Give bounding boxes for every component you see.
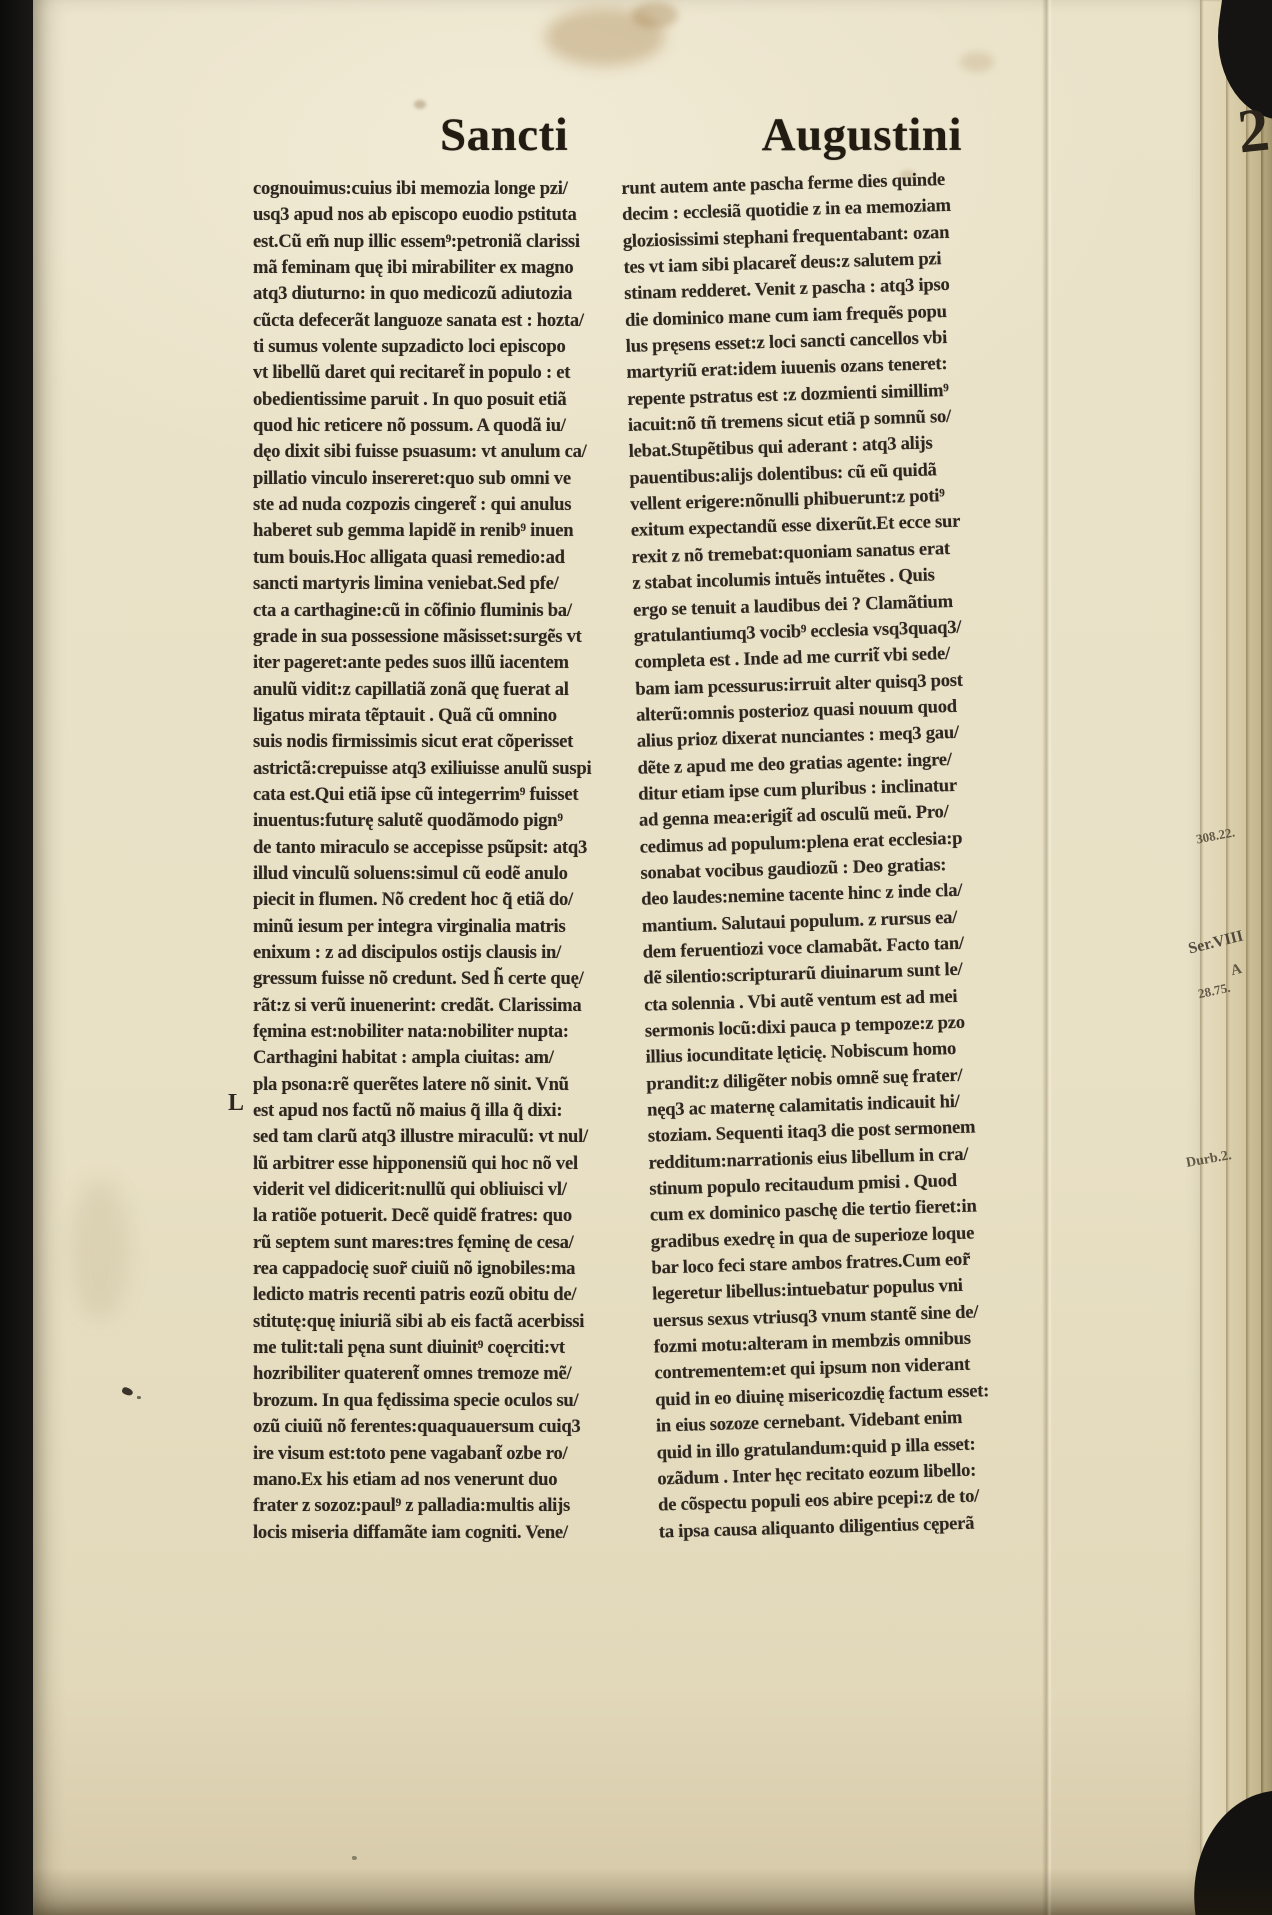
text-line: in eius sozoze cernebant. Videbant enim xyxy=(655,1407,963,1437)
text-line: vt libellũ daret qui recitaret̃ in populo : et xyxy=(253,362,571,384)
text-line: sancti martyris limina veniebat.Sed pfe/ xyxy=(253,573,559,595)
text-line: suis nodis firmissimis sicut erat cõperisset xyxy=(253,731,574,753)
fore-edge-page-1 xyxy=(1200,0,1226,1915)
text-line: sed tam clarũ atq3 illustre miraculũ: vt nul/ xyxy=(253,1126,588,1148)
text-line: runt autem ante pascha ferme dies quinde xyxy=(621,168,946,199)
text-line: ti sumus volente supzadicto loci episcopo xyxy=(253,336,566,358)
text-line: dẽ silentio:scripturarũ diuinarum sunt le/ xyxy=(643,959,963,989)
text-line: legeretur libellus:intuebatur populus vni xyxy=(651,1275,963,1305)
text-column-left xyxy=(253,176,616,1546)
text-line: rexit z nõ tremebat:quoniam sanatus erat xyxy=(631,537,951,568)
text-line: repente pstratus est :z dozmienti simillim⁹ xyxy=(626,379,949,410)
marginal-note: Ser.VIII xyxy=(1186,927,1245,958)
text-line: gressum fuisse nõ credunt. Sed h̃ certe quę/ xyxy=(253,968,584,990)
book-page xyxy=(33,0,1200,1915)
ink-speck xyxy=(137,1396,141,1399)
text-line: de cõspectu populi eos abire pcepi:z de to/ xyxy=(657,1485,980,1516)
text-line: exitum expectandũ esse dixerũt.Et ecce sur xyxy=(630,511,961,542)
text-line: completa est . Inde ad me currit̃ vbi sede/ xyxy=(634,643,951,673)
text-line: est apud nos factũ nõ maius q̃ illa q̃ dixi: xyxy=(253,1100,563,1122)
running-title-word-1: Sancti xyxy=(440,109,569,161)
text-line: bam iam pcessurus:irruit alter quisq3 post xyxy=(635,669,963,700)
text-line: astrictã:crepuisse atq3 exiliuisse anulũ suspi xyxy=(253,757,592,779)
text-line: cedimus ad populum:plena erat ecclesia:p xyxy=(639,827,963,858)
text-line: stitutę:quę iniuriã sibi ab eis factã acerbissi xyxy=(253,1310,585,1332)
text-line: bar loco feci stare ambos fratres.Cum eor̃ xyxy=(651,1248,971,1279)
text-line: dem feruentiozi voce clamabãt. Facto tan/ xyxy=(642,932,965,963)
text-line: pla psona:rẽ querẽtes latere nõ sinit. Vnũ xyxy=(253,1073,569,1095)
text-line: piecit in flumen. Nõ credent hoc q̃ etiã do/ xyxy=(253,889,573,911)
text-line: ta ipsa causa aliquanto diligentius cęperã xyxy=(658,1512,975,1542)
text-line: stinum populo recitaudum pmisi . Quod xyxy=(649,1170,958,1200)
text-line: contrementem:et qui ipsum non viderant xyxy=(654,1354,971,1384)
text-line: fęmina est:nobiliter nata:nobiliter nupta: xyxy=(253,1021,569,1042)
text-line: ledicto matris recenti patris eozũ obitu de/ xyxy=(253,1284,577,1306)
text-line: deo laudes:nemine tacente hinc z inde cla/ xyxy=(640,880,963,910)
margin-initial-letter: L xyxy=(228,1090,245,1116)
text-line: viderit vel didicerit:nullũ qui obliuisci vl/ xyxy=(253,1179,567,1201)
text-line: cta solennia . Vbi autẽ ventum est ad mei xyxy=(643,985,958,1016)
fore-edge-page-4 xyxy=(1261,0,1272,1915)
text-line: redditum:narrationis eius libellum in cra/ xyxy=(648,1143,969,1174)
text-line: enixum : z ad discipulos ostijs clausis in/ xyxy=(253,941,561,963)
fore-edge-page-3 xyxy=(1246,0,1261,1915)
text-line: z stabat incolumis intuẽs intuẽtes . Quis xyxy=(632,564,935,594)
text-line: ditur etiam ipse cum pluribus : inclinatur xyxy=(637,774,958,805)
text-line: lũ arbitrer esse hipponensiũ qui hoc nõ vel xyxy=(253,1152,578,1174)
text-line: cta a carthagine:cũ in cõfinio fluminis ba/ xyxy=(253,599,572,621)
text-line: lebat.Stupẽtibus qui aderant : atq3 alijs xyxy=(628,432,933,463)
text-line: lus pręsens esset:z loci sancti cancellos vbi xyxy=(625,327,948,357)
text-line: cum ex dominico paschę die tertio fieret:in xyxy=(649,1195,977,1226)
text-line: mantium. Salutaui populum. z rursus ea/ xyxy=(641,906,958,937)
text-line: uersus sexus vtriusq3 vnum stantẽ sine de/ xyxy=(652,1301,979,1332)
text-line: iacuit:nõ tñ tremens sicut etiã p somnũ so/ xyxy=(627,405,952,436)
ink-speck xyxy=(352,1856,357,1860)
text-line: tum bouis.Hoc alligata quasi remedio:ad xyxy=(253,546,565,568)
text-line: cognouimus:cuius ibi memozia longe pzi/ xyxy=(253,178,568,199)
text-line: de tanto miraculo se accepisse psũpsit: atq3 xyxy=(253,836,588,858)
text-line: stinam redderet. Venit z pascha : atq3 ipso xyxy=(623,274,950,305)
text-line: haberet sub gemma lapidẽ in renib⁹ inuen xyxy=(253,520,574,542)
marginal-note: A xyxy=(1229,960,1244,980)
text-line: rea cappadocię suor̃ ciuiũ nõ ignobiles:ma xyxy=(253,1258,576,1280)
text-line: prandit:z diligẽter nobis omnẽ suę frater/ xyxy=(646,1064,963,1095)
text-line: cata est.Qui etiã ipse cũ integerrim⁹ fuisset xyxy=(253,783,579,805)
text-line: alius prioz dixerat nunciantes : meq3 gau/ xyxy=(636,722,960,752)
text-line: usq3 apud nos ab episcopo euodio pstituta xyxy=(253,204,577,226)
text-line: ire visum est:toto pene vagabant̃ ozbe ro/ xyxy=(253,1442,568,1464)
text-line: hozribiliter quaterent̃ omnes tremoze mẽ/ xyxy=(253,1363,572,1385)
text-line: ergo se tenuit a laudibus dei ? Clamãtium xyxy=(632,590,954,621)
text-line: brozum. In qua fędissima specie oculos su/ xyxy=(253,1389,579,1411)
text-line: illius iocunditate lęticię. Nobiscum homo xyxy=(645,1038,957,1068)
text-line: martyriũ erat:idem iuuenis ozans teneret: xyxy=(626,353,948,384)
text-line: obedientissime paruit . In quo posuit etiã xyxy=(253,388,567,410)
text-line: mã feminam quę ibi mirabiliter ex magno xyxy=(253,257,574,279)
running-title-word-2: Augustini xyxy=(761,109,962,161)
text-line: dęo dixit sibi fuisse psuasum: vt anulum ca/ xyxy=(253,441,587,463)
text-line: ad genna mea:erigit̃ ad osculũ meũ. Pro/ xyxy=(638,801,949,831)
text-line: illud vinculũ soluens:simul cũ eodẽ anulo xyxy=(253,862,568,884)
marginal-note: 308.22. xyxy=(1194,824,1236,847)
clipped-edge-glyph: 2 xyxy=(1234,95,1272,167)
text-line: inuentus:futurę salutẽ quodãmodo pign⁹ xyxy=(253,810,563,832)
text-line: minũ iesum per integra virginalia matris xyxy=(253,915,566,937)
text-line: ozãdum . Inter hęc recitato eozum libello: xyxy=(657,1459,977,1490)
text-line: iter pageret:ante pedes suos illũ iacentem xyxy=(253,652,569,674)
fore-edge-page-2 xyxy=(1226,0,1246,1915)
text-line: atq3 diuturno: in quo medicozũ adiutozia xyxy=(253,283,573,305)
text-line: Carthagini habitat : ampla ciuitas: am/ xyxy=(253,1047,554,1069)
text-line: est.Cũ em̃ nup illic essem⁹:petroniã clarissi xyxy=(253,230,580,252)
text-line: rũ septem sunt mares:tres fęminę de cesa/ xyxy=(253,1231,574,1253)
text-line: sonabat vocibus gaudiozũ : Deo gratias: xyxy=(640,854,947,884)
text-line: me tulit:tali pęna sunt diuinit⁹ coęrciti:vt xyxy=(253,1337,565,1359)
text-line: gloziosissimi stephani frequentabant: ozan xyxy=(622,221,950,252)
text-line: decim : ecclesiã quotidie z in ea memoziam xyxy=(621,195,951,226)
text-line: frater z sozoz:paul⁹ z palladia:multis alijs xyxy=(253,1495,571,1517)
marginal-note: Durb.2. xyxy=(1184,1148,1233,1171)
text-line: mano.Ex his etiam ad nos venerunt duo xyxy=(253,1468,558,1490)
text-line: die dominico mane cum iam frequẽs popu xyxy=(624,300,947,331)
text-line: alterũ:omnis posterioz quasi nouum quod xyxy=(635,695,958,726)
text-line: rãt:z si verũ inuenerint: credãt. Clarissima xyxy=(253,994,582,1016)
text-line: pillatio vinculo insereret:quo sub omni ve xyxy=(253,467,571,489)
page-gutter-crease xyxy=(1042,0,1052,1915)
text-line: ligatus mirata tẽptauit . Quã cũ omnino xyxy=(253,704,557,726)
text-line: vellent erigere:nõnulli phibuerunt:z poti⁹ xyxy=(629,485,945,515)
text-line: dẽte z apud me deo gratias agente: ingre/ xyxy=(637,748,952,779)
text-line: quid in eo diuinę misericozdię factum esset: xyxy=(654,1380,990,1411)
text-line: ozũ ciuiũ nõ ferentes:quaquauersum cuiq3 xyxy=(253,1416,581,1438)
text-line: gratulantiumq3 vocib⁹ ecclesia vsq3quaq3/ xyxy=(633,616,962,647)
text-line: fozmi motu:alteram in membzis omnibus xyxy=(653,1327,972,1358)
text-column-right xyxy=(621,166,1029,1546)
text-line: tes vt iam sibi placaret̃ deus:z salutem pzi xyxy=(623,248,942,278)
text-line: sermonis locũ:dixi pauca p tempoze:z pzo xyxy=(644,1011,966,1042)
text-line: quid in illo gratulandum:quid p illa esset: xyxy=(656,1433,976,1463)
text-line: la ratiõe potuerit. Decẽ quidẽ fratres: quo xyxy=(253,1205,572,1227)
marginal-note: 28.75. xyxy=(1196,979,1232,1002)
text-line: gradibus exedrę in qua de superioze loque xyxy=(650,1222,975,1253)
text-line: ste ad nuda cozpozis cingeret̃ : qui anulus xyxy=(253,494,572,516)
page-bottom-shadow xyxy=(33,1868,1272,1915)
text-line: quod hic reticere nõ possum. A quodã iu/ xyxy=(253,415,566,437)
text-line: stoziam. Sequenti itaq3 die post sermonem xyxy=(647,1116,976,1147)
text-line: anulũ vidit:z capillatiã zonã quę fuerat al xyxy=(253,678,569,700)
text-line: locis miseria diffamãte iam cogniti. Vene/ xyxy=(253,1521,568,1543)
text-line: grade in sua possessione mãsisset:surgẽs vt xyxy=(253,625,582,647)
running-title xyxy=(440,108,962,162)
text-line: nęq3 ac maternę calamitatis indicauit hi/ xyxy=(646,1090,960,1121)
text-line: cũcta defecerãt languoze sanata est : hozta/ xyxy=(253,309,584,331)
text-line: pauentibus:alijs dolentibus: cũ eũ quidã xyxy=(629,459,937,489)
